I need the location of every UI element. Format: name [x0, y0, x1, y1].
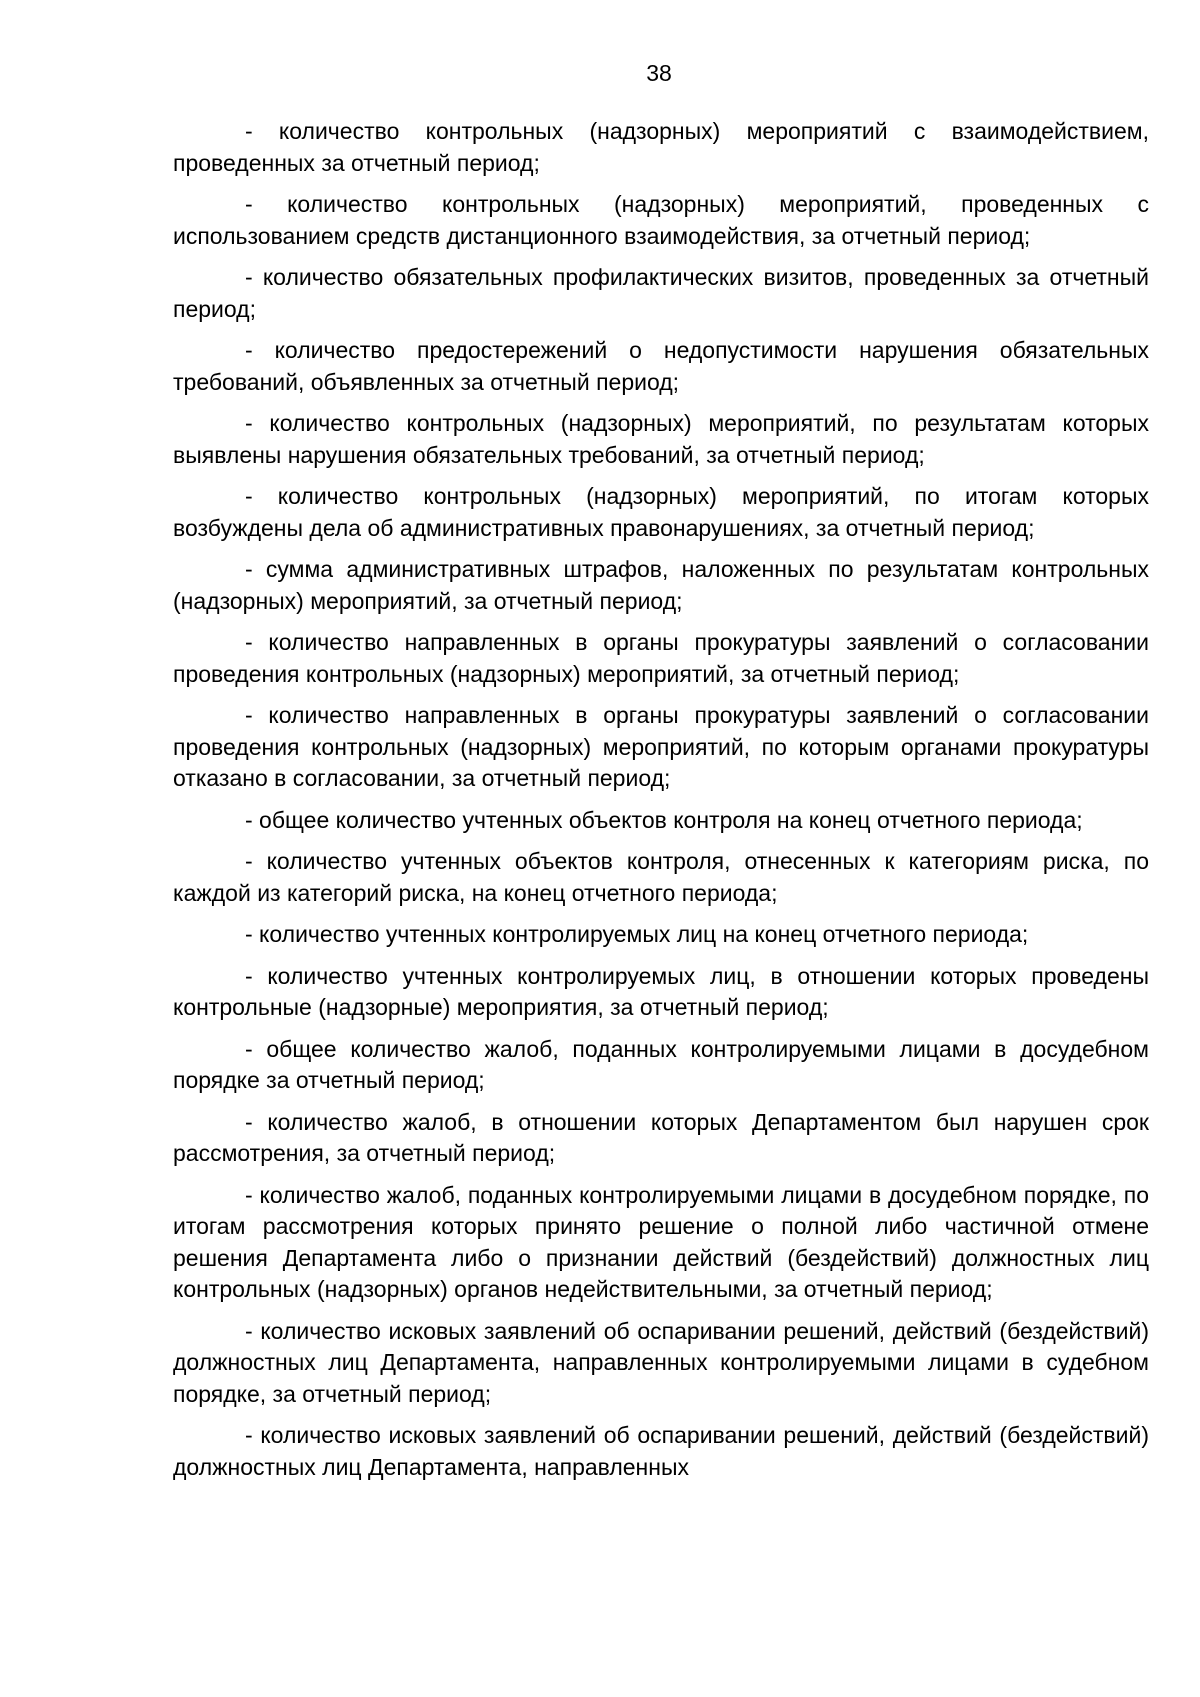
list-item: - количество исковых заявлений об оспаривании решений, действий (бездействий) должностных лиц Департамента, направленных контролируемыми лицами в судебном порядке, за отчетный период; [173, 1317, 1149, 1407]
list-item: - количество контрольных (надзорных) мероприятий, проведенных с использованием средств дистанционного взаимодействия, за отчетный период; [173, 191, 1149, 249]
list-item: - количество обязательных профилактических визитов, проведенных за отчетный период; [173, 264, 1149, 322]
list-item: - количество контрольных (надзорных) мероприятий с взаимодействием, проведенных за отчетный период; [173, 118, 1149, 176]
list-item: - количество жалоб, в отношении которых Департаментом был нарушен срок рассмотрения, за отчетный период; [173, 1108, 1149, 1166]
list-item: - количество учтенных контролируемых лиц на конец отчетного периода; [245, 921, 1029, 947]
list-item: - количество жалоб, поданных контролируемыми лицами в досудебном порядке, по итогам рассмотрения которых принято решение о полной либо частичной отмене решения Департамента либо о признании действий (бездействий) должностных лиц контрольных (надзорных) органов недействительными, за отчетный период; [173, 1181, 1149, 1302]
list-item: - общее количество жалоб, поданных контролируемыми лицами в досудебном порядке за отчетный период; [173, 1035, 1149, 1093]
list-item: - количество учтенных объектов контроля, отнесенных к категориям риска, по каждой из категорий риска, на конец отчетного периода; [173, 848, 1149, 906]
list-item: - количество контрольных (надзорных) мероприятий, по итогам которых возбуждены дела об административных правонарушениях, за отчетный период; [173, 483, 1149, 541]
list-item: - общее количество учтенных объектов контроля на конец отчетного периода; [245, 806, 1083, 833]
list-item: - количество предостережений о недопустимости нарушения обязательных требований, объявленных за отчетный период; [173, 337, 1149, 395]
document-body [173, 116, 1149, 1493]
list-item: - количество учтенных контролируемых лиц, в отношении которых проведены контрольные (надзорные) мероприятия, за отчетный период; [173, 962, 1149, 1020]
page-number: 38 [646, 60, 672, 86]
list-item: - количество исковых заявлений об оспаривании решений, действий (бездействий) должностных лиц Департамента, направленных [173, 1422, 1149, 1480]
list-item: - количество направленных в органы прокуратуры заявлений о согласовании проведения контрольных (надзорных) мероприятий, по которым органами прокуратуры отказано в согласовании, за отчетный период; [173, 702, 1149, 791]
list-item: - количество направленных в органы прокуратуры заявлений о согласовании проведения контрольных (надзорных) мероприятий, за отчетный период; [173, 629, 1149, 687]
list-item: - количество контрольных (надзорных) мероприятий, по результатам которых выявлены нарушения обязательных требований, за отчетный период; [173, 410, 1149, 468]
list-item: - сумма административных штрафов, наложенных по результатам контрольных (надзорных) мероприятий, за отчетный период; [173, 556, 1149, 614]
